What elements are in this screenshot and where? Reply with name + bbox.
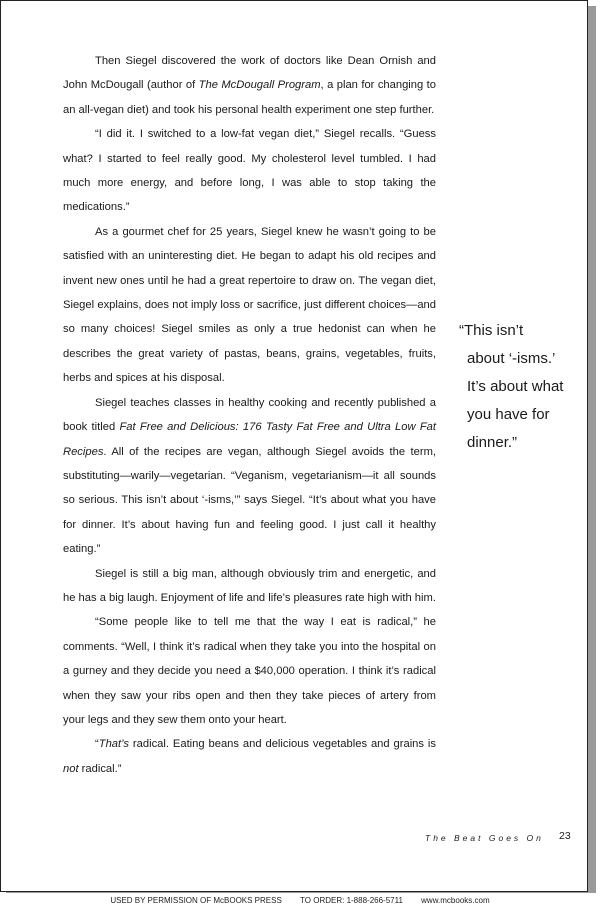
paragraph-3: As a gourmet chef for 25 years, Siegel knew he wasn’t going to be satisfied with an uninteresting diet. He began to adapt his old recipes and invent new ones until he had a great repertoire to draw on. The vegan diet, Siegel explains, does not imply loss or sacrifice, just different choices—and so many choices! Siegel smiles as only a true hedonist can when he describes the great variety of pastas, beans, grains, vegetables, fruits, herbs and spices at his disposal.: [63, 225, 436, 385]
text-span: Siegel teaches classes in healthy cooking and recently published a book titled: [63, 396, 436, 434]
paragraph-7: [63, 732, 436, 781]
pull-quote-line: you have for: [467, 406, 550, 423]
paragraph-2: “I did it. I switched to a low-fat vegan diet,” Siegel recalls. “Guess what? I started to feel really good. My cholesterol level tumbled. I had much more energy, and before long, I was able to stop taking the medications.”: [63, 128, 436, 214]
body-text: [63, 49, 436, 781]
permission-text: USED BY PERMISSION OF McBOOKS PRESS: [110, 896, 282, 905]
pull-quote-line: It’s about what: [467, 378, 564, 395]
book-title-italic: The McDougall Program: [198, 79, 321, 92]
paragraph-5: Siegel is still a big man, although obviously trim and energetic, and he has a big laugh. Enjoyment of life and life’s pleasures rate high with him.: [63, 567, 436, 604]
order-text: TO ORDER: 1-888-266-5711: [300, 896, 403, 905]
paragraph-4: [63, 391, 436, 562]
text-span: radical. Eating beans and delicious vegetables and grains is: [129, 738, 436, 751]
emphasis-italic: That’s: [98, 738, 129, 751]
pull-quote-line: about ‘-isms.’: [467, 350, 556, 367]
text-span: , a plan for changing to an all-vegan diet) and took his personal health experiment one step further.: [63, 79, 437, 116]
book-title-italic: Fat Free and Delicious: 176 Tasty Fat Free and Ultra Low Fat Recipes: [63, 421, 436, 458]
text-span: radical.”: [78, 762, 122, 775]
credit-line: [0, 893, 600, 908]
paragraph-6: “Some people like to tell me that the way I eat is radical,” he comments. “Well, I think it’s radical when they take you into the hospital on a gurney and they decide you need a $40,000 operation. I think it’s radical when they saw your ribs open and then they take pieces of artery from your legs and they sew them onto your heart.: [63, 616, 436, 726]
running-title: The Beat Goes On: [425, 833, 544, 843]
page-shadow-right: [588, 6, 596, 892]
emphasis-italic: not: [63, 762, 79, 775]
pull-quote: [459, 317, 589, 457]
pull-quote-line: “This isn’t: [459, 322, 524, 339]
pull-quote-line: dinner.”: [467, 434, 518, 451]
paragraph-1: [63, 49, 436, 122]
text-span: . All of the recipes are vegan, although Siegel avoids the term, substituting—warily—vegetarian. “Veganism, vegetarianism—it all sounds so serious. This isn’t about ‘-isms,’” says Siegel. “It’s about what you have for dinner. It’s about having fun and feeling good. I just call it healthy eating.”: [63, 445, 436, 556]
text-span: “: [95, 738, 99, 751]
text-span: Then Siegel discovered the work of doctors like Dean Ornish and John McDougall (author of: [63, 55, 436, 92]
website-text: www.mcbooks.com: [421, 896, 490, 905]
page-number: 23: [559, 830, 571, 842]
